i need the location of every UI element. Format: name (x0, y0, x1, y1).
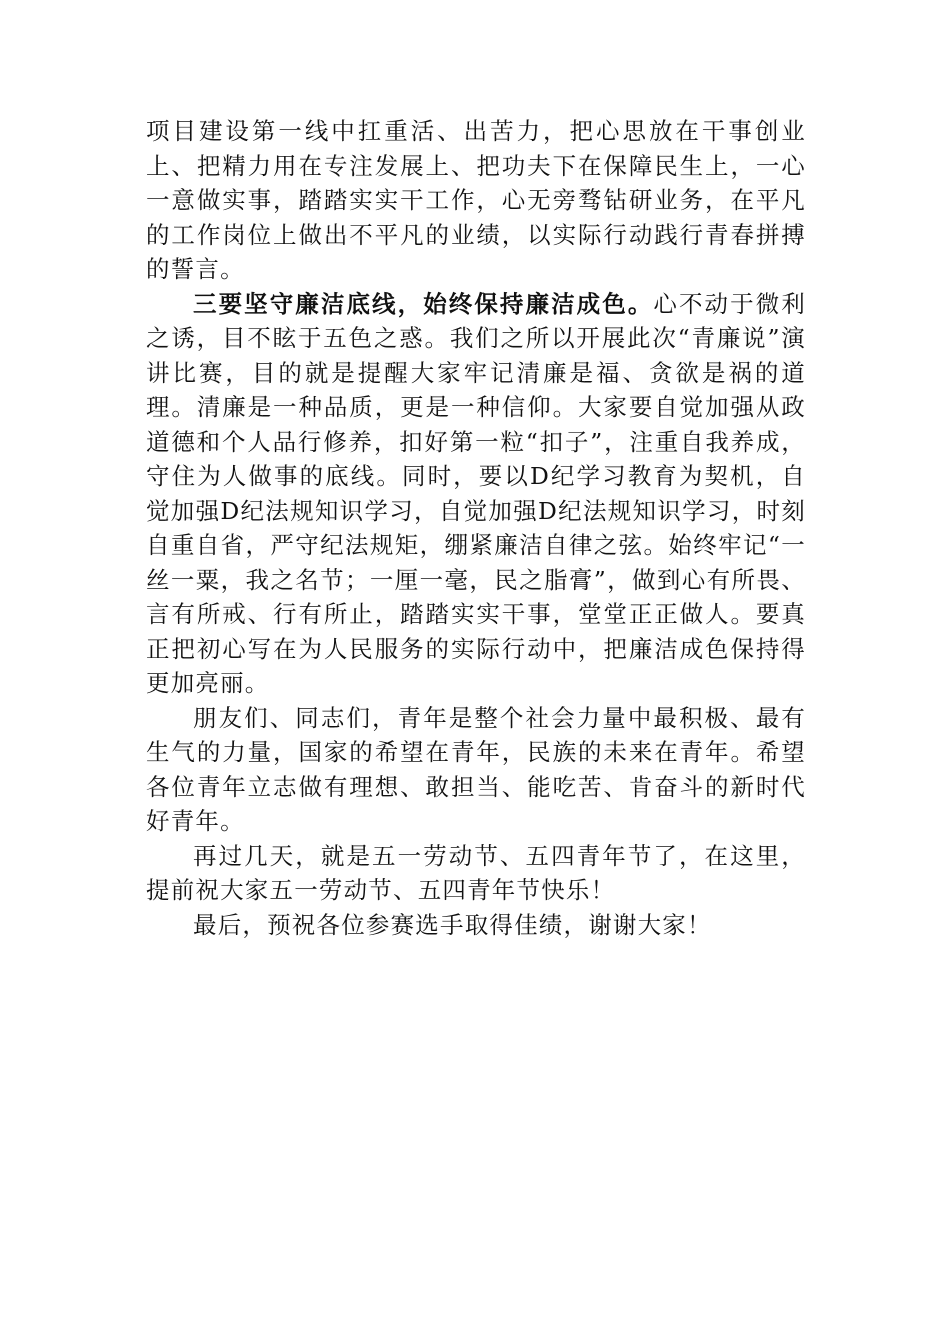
paragraph-text: 朋友们、同志们，青年是整个社会力量中最积极、最有生气的力量，国家的希望在青年，民族的未来在青年。希望各位青年立志做有理想、敢担当、能吃苦、肯奋斗的新时代好青年。 (146, 703, 806, 835)
paragraph-text: 最后，预祝各位参赛选手取得佳绩，谢谢大家！ (193, 910, 712, 939)
paragraph-text: 心不动于微利之诱，目不眩于五色之惑。我们之所以开展此次“青廉说”演讲比赛，目的就是提醒大家牢记清廉是福、贪欲是祸的道理。清廉是一种品质，更是一种信仰。大家要自觉加强从政道德和个人品行修养，扣好第一粒“扣子”，注重自我养成，守住为人做事的底线。同时，要以D纪学习教育为契机，自觉加强D纪法规知识学习，自觉加强D纪法规知识学习，时刻自重自省，严守纪法规矩，绷紧廉洁自律之弦。始终牢记“一丝一粟，我之名节；一厘一毫，民之脂膏”，做到心有所畏、言有所戒、行有所止，踏踏实实干事，堂堂正正做人。要真正把初心写在为人民服务的实际行动中，把廉洁成色保持得更加亮丽。 (146, 289, 806, 697)
paragraph-closing (146, 908, 806, 943)
paragraph-youth (146, 701, 806, 839)
paragraph-continuation (146, 114, 806, 287)
paragraph-text: 项目建设第一线中扛重活、出苦力，把心思放在干事创业上、把精力用在专注发展上、把功夫下在保障民生上，一心一意做实事，踏踏实实干工作，心无旁骛钻研业务，在平凡的工作岗位上做出不平凡的业绩，以实际行动践行青春拼搏的誓言。 (146, 117, 806, 283)
paragraph-text: 再过几天，就是五一劳动节、五四青年节了，在这里，提前祝大家五一劳动节、五四青年节快乐！ (146, 841, 806, 904)
paragraph-lead-heading: 三要坚守廉洁底线，始终保持廉洁成色。 (193, 289, 654, 318)
paragraph-holiday-greeting (146, 839, 806, 908)
document-body (146, 114, 806, 942)
paragraph-integrity (146, 287, 806, 701)
